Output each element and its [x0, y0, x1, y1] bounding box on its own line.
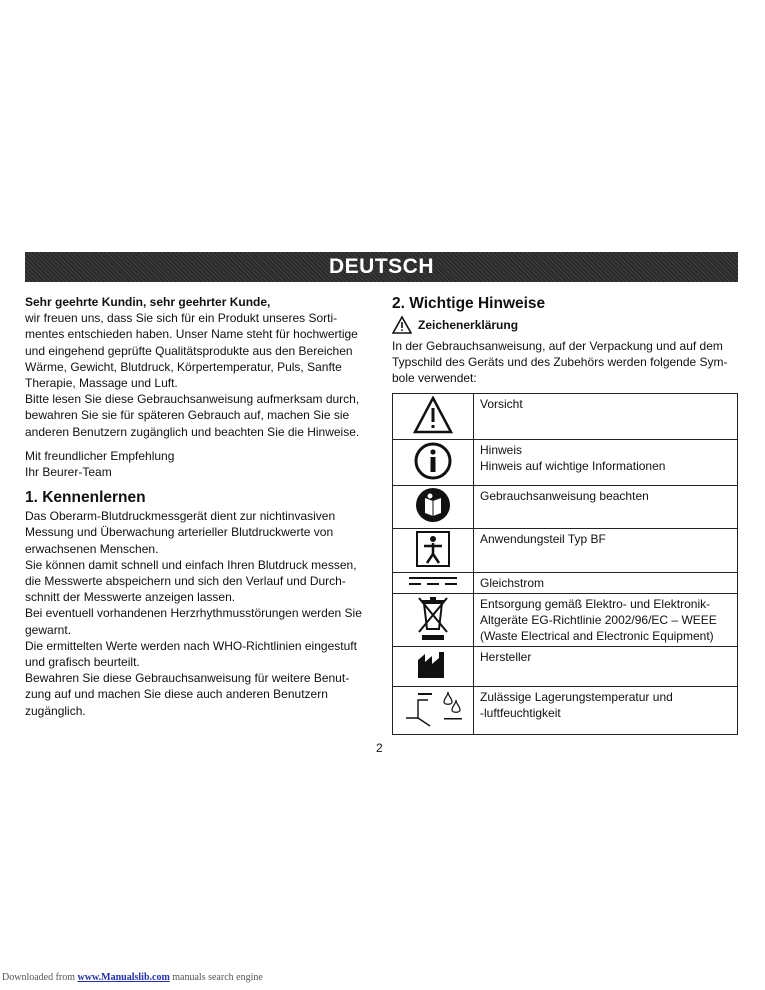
closing-line: Mit freundlicher Empfehlung: [25, 448, 175, 463]
symbol-description: Gleichstrom: [480, 576, 545, 590]
manufacturer-icon: [416, 650, 450, 680]
symbol-description: Zulässige Lagerungstemperatur und: [480, 690, 673, 704]
text-line: und grafisch beurteilt.: [25, 655, 140, 670]
right-column: [392, 294, 740, 386]
direct-current-icon: [407, 574, 459, 588]
page-number: 2: [376, 741, 383, 755]
text-line: Bei eventuell vorhandenen Herzrhythmusstörungen werden Sie: [25, 606, 362, 621]
applied-part-bf-icon: [415, 530, 451, 568]
symbol-description: Hinweis: [480, 443, 523, 457]
table-row: [393, 594, 738, 647]
warning-triangle-icon: [392, 316, 412, 334]
symbol-description: Entsorgung gemäß Elektro- und Elektronik-: [480, 597, 711, 611]
symbol-description: Hersteller: [480, 650, 532, 664]
section-1-text: [25, 508, 370, 719]
text-line: Das Oberarm-Blutdruckmessgerät dient zur nichtinvasiven: [25, 509, 336, 524]
footer-prefix: Downloaded from: [2, 972, 78, 983]
text-line: bewahren Sie sie für späteren Gebrauch auf, machen Sie sie: [25, 408, 350, 423]
banner-title: DEUTSCH: [328, 255, 434, 278]
text-line: die Messwerte abspeichern und sich den Verlauf und Durch-: [25, 574, 346, 589]
text-line: anderen Benutzern zugänglich und beachten Sie die Hinweise.: [25, 424, 360, 439]
symbol-description: Altgeräte EG-Richtlinie 2002/96/EC – WEEE: [480, 613, 717, 627]
intro-text: [25, 310, 370, 440]
left-column: [25, 294, 370, 719]
footer-suffix: manuals search engine: [169, 972, 263, 983]
warning-triangle-icon: [413, 396, 453, 434]
text-line: Messung und Überwachung arterieller Blutdruckwerte von: [25, 525, 334, 540]
symbol-description: Gebrauchsanweisung beachten: [480, 489, 649, 503]
symbol-description: Anwendungsteil Typ BF: [480, 532, 606, 546]
symbol-legend-heading: [392, 316, 740, 334]
text-line: Wärme, Gewicht, Blutdruck, Körpertemperatur, Puls, Sanfte: [25, 359, 342, 374]
text-line: Bitte lesen Sie diese Gebrauchsanweisung aufmerksam durch,: [25, 392, 360, 407]
download-footer: [2, 972, 263, 983]
symbol-description: Vorsicht: [480, 397, 523, 411]
text-line: Bewahren Sie diese Gebrauchsanweisung für weitere Benut-: [25, 671, 350, 686]
text-line: mentes entschieden haben. Unser Name steht für hochwertige: [25, 327, 358, 342]
subheading-label: Zeichenerklärung: [418, 318, 519, 332]
storage-conditions-icon: [398, 688, 468, 730]
table-row: [393, 687, 738, 735]
text-line: Typschild des Geräts und des Zubehörs werden folgende Sym-: [392, 355, 728, 369]
text-line: wir freuen uns, dass Sie sich für ein Produkt unseres Sorti-: [25, 311, 338, 326]
closing-signature: Ihr Beurer-Team: [25, 465, 112, 480]
table-row: [393, 394, 738, 440]
table-row: [393, 529, 738, 573]
language-banner: [25, 252, 738, 282]
table-row: [393, 573, 738, 594]
symbol-description: Hinweis auf wichtige Informationen: [480, 459, 666, 473]
text-line: zugänglich.: [25, 703, 86, 718]
text-line: Therapie, Massage und Luft.: [25, 376, 178, 391]
text-line: gewarnt.: [25, 622, 72, 637]
table-row: [393, 440, 738, 486]
table-row: [393, 647, 738, 687]
section-2-title: 2. Wichtige Hinweise: [392, 295, 546, 312]
text-line: In der Gebrauchsanweisung, auf der Verpackung und auf dem: [392, 339, 723, 353]
symbol-table: [392, 393, 738, 735]
text-line: schnitt der Messwerte anzeigen lassen.: [25, 590, 236, 605]
text-line: Sie können damit schnell und einfach Ihren Blutdruck messen,: [25, 557, 357, 572]
text-line: und eingehend geprüfte Qualitätsprodukte aus den Bereichen: [25, 343, 353, 358]
table-row: [393, 486, 738, 529]
symbol-description: (Waste Electrical and Electronic Equipment): [480, 629, 714, 643]
text-line: zung auf und machen Sie diese auch anderen Benutzern: [25, 687, 328, 702]
symbol-description: -luftfeuchtigkeit: [480, 706, 561, 720]
text-line: erwachsenen Menschen.: [25, 541, 159, 556]
weee-bin-icon: [416, 595, 450, 641]
text-line: bole verwendet:: [392, 371, 477, 385]
section-1-title: 1. Kennenlernen: [25, 489, 146, 507]
info-icon: [413, 441, 453, 481]
greeting: Sehr geehrte Kundin, sehr geehrter Kunde,: [25, 295, 271, 309]
footer-link[interactable]: www.Manualslib.com: [77, 972, 170, 983]
text-line: Die ermittelten Werte werden nach WHO-Richtlinien eingestuft: [25, 638, 357, 653]
manual-icon: [414, 486, 452, 524]
